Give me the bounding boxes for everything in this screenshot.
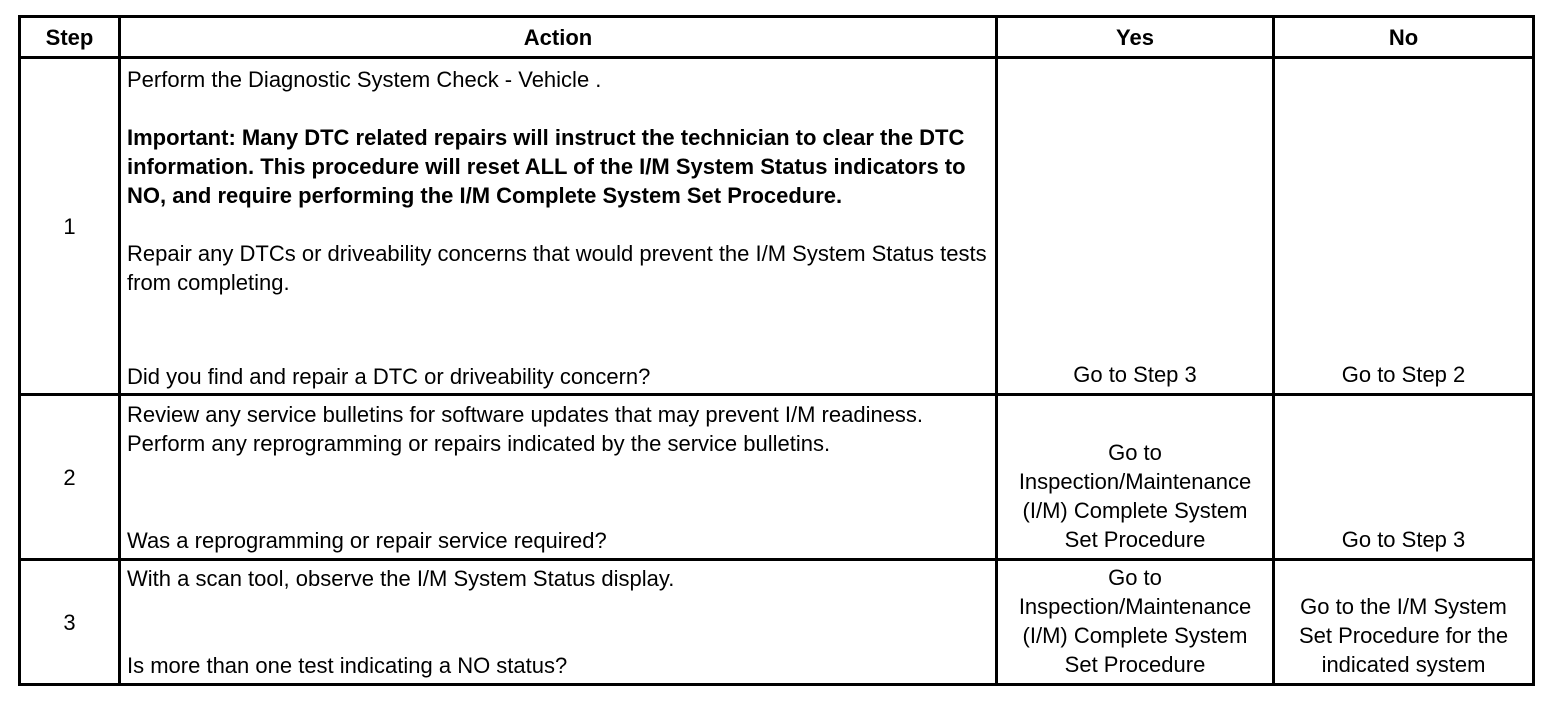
important-note: Important: Many DTC related repairs will instruct the technician to clear the DTC information. This procedure will reset ALL of the I/M System Status indicators to NO, and require performing the I/M Complete System Set Procedure. [127, 125, 966, 208]
action-question: Was a reprogramming or repair service required? [127, 528, 607, 553]
yes-action-link[interactable]: Go to Inspection/Maintenance (I/M) Complete System Set Procedure [1018, 440, 1252, 552]
table-row [20, 395, 1534, 560]
step-number: 2 [20, 395, 120, 560]
header-row [20, 17, 1534, 58]
diagnostic-table [18, 15, 1535, 686]
no-action-link[interactable]: Go to the I/M System Set Procedure for the indicated system [1298, 594, 1509, 677]
no-cell [1274, 58, 1534, 395]
action-cell [120, 58, 997, 395]
table-row [20, 560, 1534, 685]
no-cell [1274, 395, 1534, 560]
diagnostic-table-container [18, 15, 1535, 686]
action-cell [120, 560, 997, 685]
action-question: Is more than one test indicating a NO status? [127, 653, 568, 678]
header-yes: Yes [997, 17, 1274, 58]
action-instruction: With a scan tool, observe the I/M System Status display. [127, 566, 675, 591]
no-action-link[interactable]: Go to Step 3 [1341, 527, 1466, 552]
yes-cell [997, 395, 1274, 560]
action-instruction: Review any service bulletins for software updates that may prevent I/M readiness. Perform any reprogramming or repairs indicated by the service bulletins. [127, 402, 924, 456]
no-cell [1274, 560, 1534, 685]
yes-cell [997, 560, 1274, 685]
yes-action-link[interactable]: Go to Inspection/Maintenance (I/M) Complete System Set Procedure [1018, 565, 1252, 677]
table-row [20, 58, 1534, 395]
header-no: No [1274, 17, 1534, 58]
action-instruction: Repair any DTCs or driveability concerns that would prevent the I/M System Status tests from completing. [127, 241, 987, 295]
action-cell [120, 395, 997, 560]
header-action: Action [120, 17, 997, 58]
step-number: 3 [20, 560, 120, 685]
no-action-link[interactable]: Go to Step 2 [1341, 362, 1466, 387]
action-question: Did you find and repair a DTC or driveability concern? [127, 364, 651, 389]
yes-action-link[interactable]: Go to Step 3 [1073, 362, 1197, 387]
yes-cell [997, 58, 1274, 395]
step-number: 1 [20, 58, 120, 395]
header-step: Step [20, 17, 120, 58]
action-instruction: Perform the Diagnostic System Check - Vehicle . [127, 67, 602, 92]
